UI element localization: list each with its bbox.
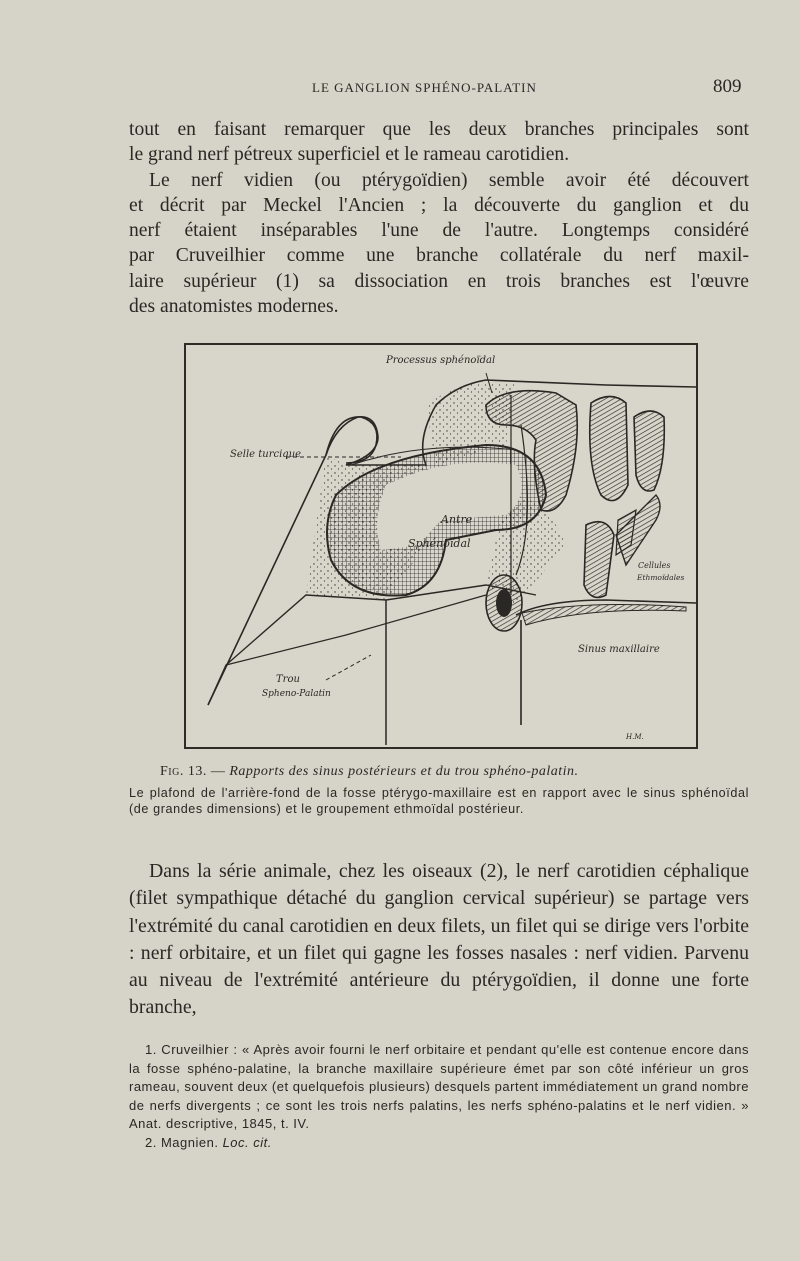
paragraph-1-line: laire supérieur (1) sa dissociation en trois branches est l'œuvre: [129, 270, 749, 292]
label-antre-2: Sphénoïdal: [408, 537, 471, 550]
footnote-2: [129, 1134, 749, 1153]
running-head: [0, 76, 800, 100]
label-trou-2: Spheno-Palatin: [262, 689, 331, 699]
label-processus: Processus sphénoïdal: [386, 355, 496, 366]
ethmoid-cell-1: [590, 397, 628, 501]
label-cellules-2: Ethmoïdales: [637, 573, 685, 582]
sella-turcica: [326, 417, 377, 463]
ethmoid-cell-2: [634, 411, 664, 491]
ethmoid-cell-3: [584, 522, 614, 598]
running-title: LE GANGLION SPHÉNO-PALATIN: [312, 80, 537, 95]
label-signature: H.M.: [626, 733, 644, 741]
footnote-1: 1. Cruveilhier : « Après avoir fourni le nerf orbitaire et pendant qu'elle est contenue encore dans la fosse sphéno-palatine, la branche maxillaire supérieure émet par son côté inférieur un gros rameau, souvent deux (et quelquefois plusieurs) desquels partent immédiatement un grand nombre de nerfs divergents ; ce sont les trois nerfs palatins, les nerfs sphéno-palatins et le nerf vidien. » Anat. descriptive, 1845, t. IV.: [129, 1042, 749, 1131]
figure-drawing: [186, 345, 696, 747]
paragraph-1-line: Le nerf vidien (ou ptérygoïdien) semble avoir été découvert: [149, 169, 749, 191]
label-cellules-1: Cellules: [638, 561, 671, 570]
figure-number: Fig. 13.: [160, 764, 207, 779]
paragraph-1-line: nerf étaient inséparables l'une de l'autre. Longtemps considéré: [129, 220, 749, 242]
caption-dash: —: [210, 764, 226, 779]
figure-caption-body: Le plafond de l'arrière-fond de la fosse ptérygo-maxillaire est en rapport avec le sinus sphénoïdal (de grandes dimensions) et le groupement ethmoïdal postérieur.: [129, 786, 749, 816]
paragraph-1-line: tout en faisant remarquer que les deux branches principales sont: [129, 119, 749, 140]
paragraph-2: Dans la série animale, chez les oiseaux (2), le nerf carotidien céphalique (filet sympathique détaché du ganglion cervical supérieur) se partage vers l'extrémité du canal carotidien en deux filets, un filet qui se dirige vers l'orbite : nerf orbitaire, et un filet qui gagne les fosses nasales : nerf vidien. Parvenu au niveau de l'extrémité antérieure du ptérygoïdien, il donne une forte branche,: [129, 860, 749, 1019]
caption-title-text: Rapports des sinus postérieurs et du trou sphéno-palatin.: [229, 764, 579, 779]
label-sinus: Sinus maxillaire: [578, 644, 660, 655]
paragraph-1-line: des anatomistes modernes.: [129, 296, 339, 318]
figure-caption-title: [160, 764, 720, 780]
paragraph-1-line: le grand nerf pétreux superficiel et le rameau carotidien.: [129, 144, 570, 166]
page-number: 809: [713, 76, 742, 97]
footnote-2-main: 2. Magnien.: [145, 1134, 219, 1150]
label-trou-1: Trou: [276, 674, 300, 685]
paragraph-1-line: par Cruveilhier comme une branche collatérale du nerf maxil-: [129, 245, 749, 267]
footnotes: [129, 1041, 749, 1152]
label-selle: Selle turcique: [230, 449, 302, 460]
paragraph-1-line: et décrit par Meckel l'Ancien ; la découverte du ganglion et du: [129, 194, 749, 216]
footnote-2-loc: Loc. cit.: [222, 1134, 272, 1150]
anatomical-figure: [184, 343, 698, 749]
label-antre-1: Antre: [441, 513, 473, 526]
paragraph-1: [129, 117, 749, 319]
